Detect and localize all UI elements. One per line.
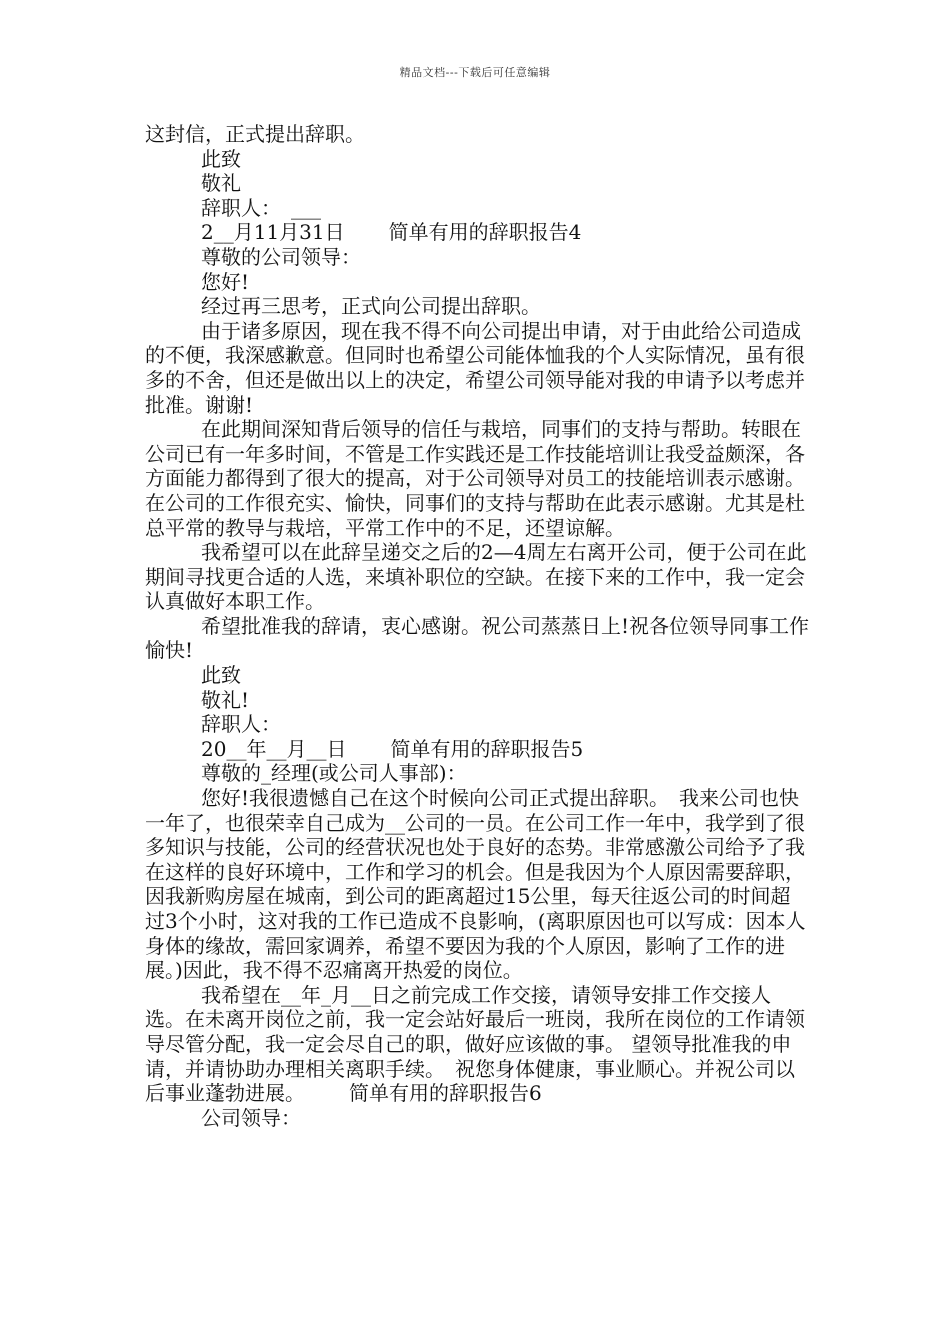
paragraph: 由于诸多原因，现在我不得不向公司提出申请，对于由此给公司造成的不便，我深感歉意。但同时也希望公司能体恤我的个人实际情况，虽有很多的不舍，但还是做出以上的决定，希望公司领导能对我的申请予以考虑并批准。谢谢! <box>145 318 805 417</box>
signature-line: 辞职人： <box>201 712 281 737</box>
date-text: 20__年__月__日 <box>201 736 347 761</box>
date-text: 2__月11月31日 <box>201 220 345 245</box>
section-heading: 简单有用的辞职报告6 <box>349 1081 542 1106</box>
salutation: 尊敬的公司领导： <box>201 244 361 269</box>
salutation: 尊敬的_经理(或公司人事部)： <box>201 761 467 786</box>
paragraph <box>145 983 810 1106</box>
paragraph-text: 我希望在__年_月__日之前完成工作交接，请领导安排工作交接人选。在未离开岗位之前，我一定会站好最后一班岗，我所在岗位的工作请领导尽管分配，我一定会尽自己的职，做好应该做的事。 望领导批准我的申请，并请协助办理相关离职手续。 祝您身体健康，事业顺心。并祝公司以后事业蓬勃进展。 <box>145 982 805 1106</box>
paragraph: 此致 <box>201 663 241 688</box>
paragraph: 希望批准我的辞请，衷心感谢。祝公司蒸蒸日上!祝各位领导同事工作愉快! <box>145 613 810 663</box>
section-heading: 简单有用的辞职报告5 <box>390 736 584 761</box>
date-and-heading-line <box>145 220 810 245</box>
paragraph: 经过再三思考，正式向公司提出辞职。 <box>201 294 541 319</box>
paragraph: 敬礼 <box>201 171 241 196</box>
greeting: 您好! <box>201 269 250 294</box>
document-body <box>145 122 810 1130</box>
signature-line: 辞职人： ___ <box>201 195 321 220</box>
date-and-heading-line <box>145 737 810 762</box>
section-heading: 简单有用的辞职报告4 <box>388 220 582 245</box>
paragraph: 我希望可以在此辞呈递交之后的2—4周左右离开公司，便于公司在此期间寻找更合适的人选，来填补职位的空缺。在接下来的工作中，我一定会认真做好本职工作。 <box>145 540 807 614</box>
paragraph: 这封信，正式提出辞职。 <box>145 122 365 146</box>
paragraph: 您好!我很遗憾自己在这个时候向公司正式提出辞职。 我来公司也快一年了，也很荣幸自己成为__公司的一员。在公司工作一年中，我学到了很多知识与技能，公司的经营状况也处于良好的态势。非常感激公司给予了我在这样的良好环境中，工作和学习的机会。但是我因为个人原因需要辞职，因我新购房屋在城南，到公司的距离超过15公里，每天往返公司的时间超过3个小时，这对我的工作已造成不良影响，(离职原因也可以写成：因本人身体的缘故，需回家调养，希望不要因为我的个人原因，影响了工作的进展。)因此，我不得不忍痛离开热爱的岗位。 <box>145 786 806 983</box>
page-header: 精品文档---下载后可任意编辑 <box>399 66 551 79</box>
salutation: 公司领导： <box>201 1105 301 1130</box>
paragraph: 敬礼! <box>201 687 250 712</box>
paragraph: 在此期间深知背后领导的信任与栽培，同事们的支持与帮助。转眼在公司已有一年多时间，不管是工作实践还是工作技能培训让我受益颇深，各方面能力都得到了很大的提高，对于公司领导对员工的技能培训表示感谢。在公司的工作很充实、愉快，同事们的支持与帮助在此表示感谢。尤其是杜总平常的教导与栽培，平常工作中的不足，还望谅解。 <box>145 417 805 540</box>
paragraph: 此致 <box>201 146 241 171</box>
